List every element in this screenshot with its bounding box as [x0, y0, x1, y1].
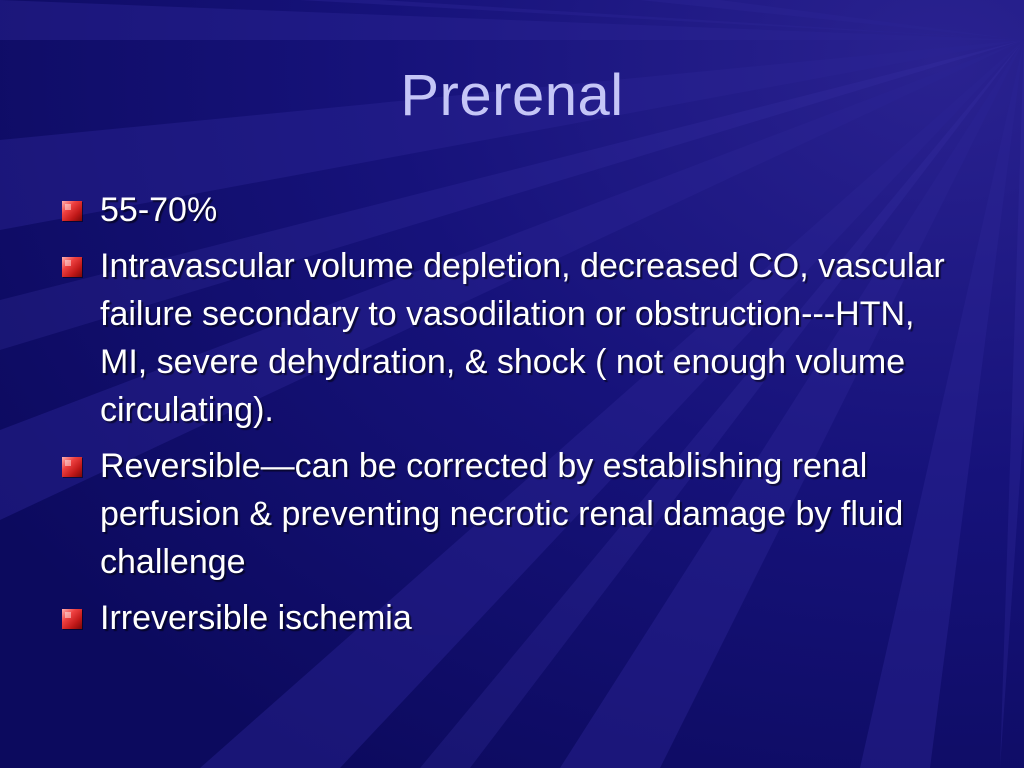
square-bullet-icon — [62, 609, 82, 629]
bullet-text: Irreversible ischemia — [100, 599, 412, 637]
square-bullet-icon — [62, 457, 82, 477]
bullet-item — [62, 186, 962, 234]
square-bullet-icon — [62, 201, 82, 221]
bullet-text: 55-70% — [100, 191, 218, 229]
square-bullet-icon — [62, 257, 82, 277]
bullet-list — [62, 186, 962, 650]
bullet-text: Intravascular volume depletion, decreased CO, vascular failure secondary to vasodilation or obstruction---HTN, MI, severe dehydration, & shock ( not enough volume circulating). — [100, 247, 945, 429]
bullet-item — [62, 594, 962, 642]
bullet-item — [62, 242, 962, 434]
bullet-text: Reversible—can be corrected by establishing renal perfusion & preventing necrotic renal damage by fluid challenge — [100, 447, 904, 581]
slide-title: Prerenal — [400, 63, 624, 128]
bullet-item — [62, 442, 962, 586]
